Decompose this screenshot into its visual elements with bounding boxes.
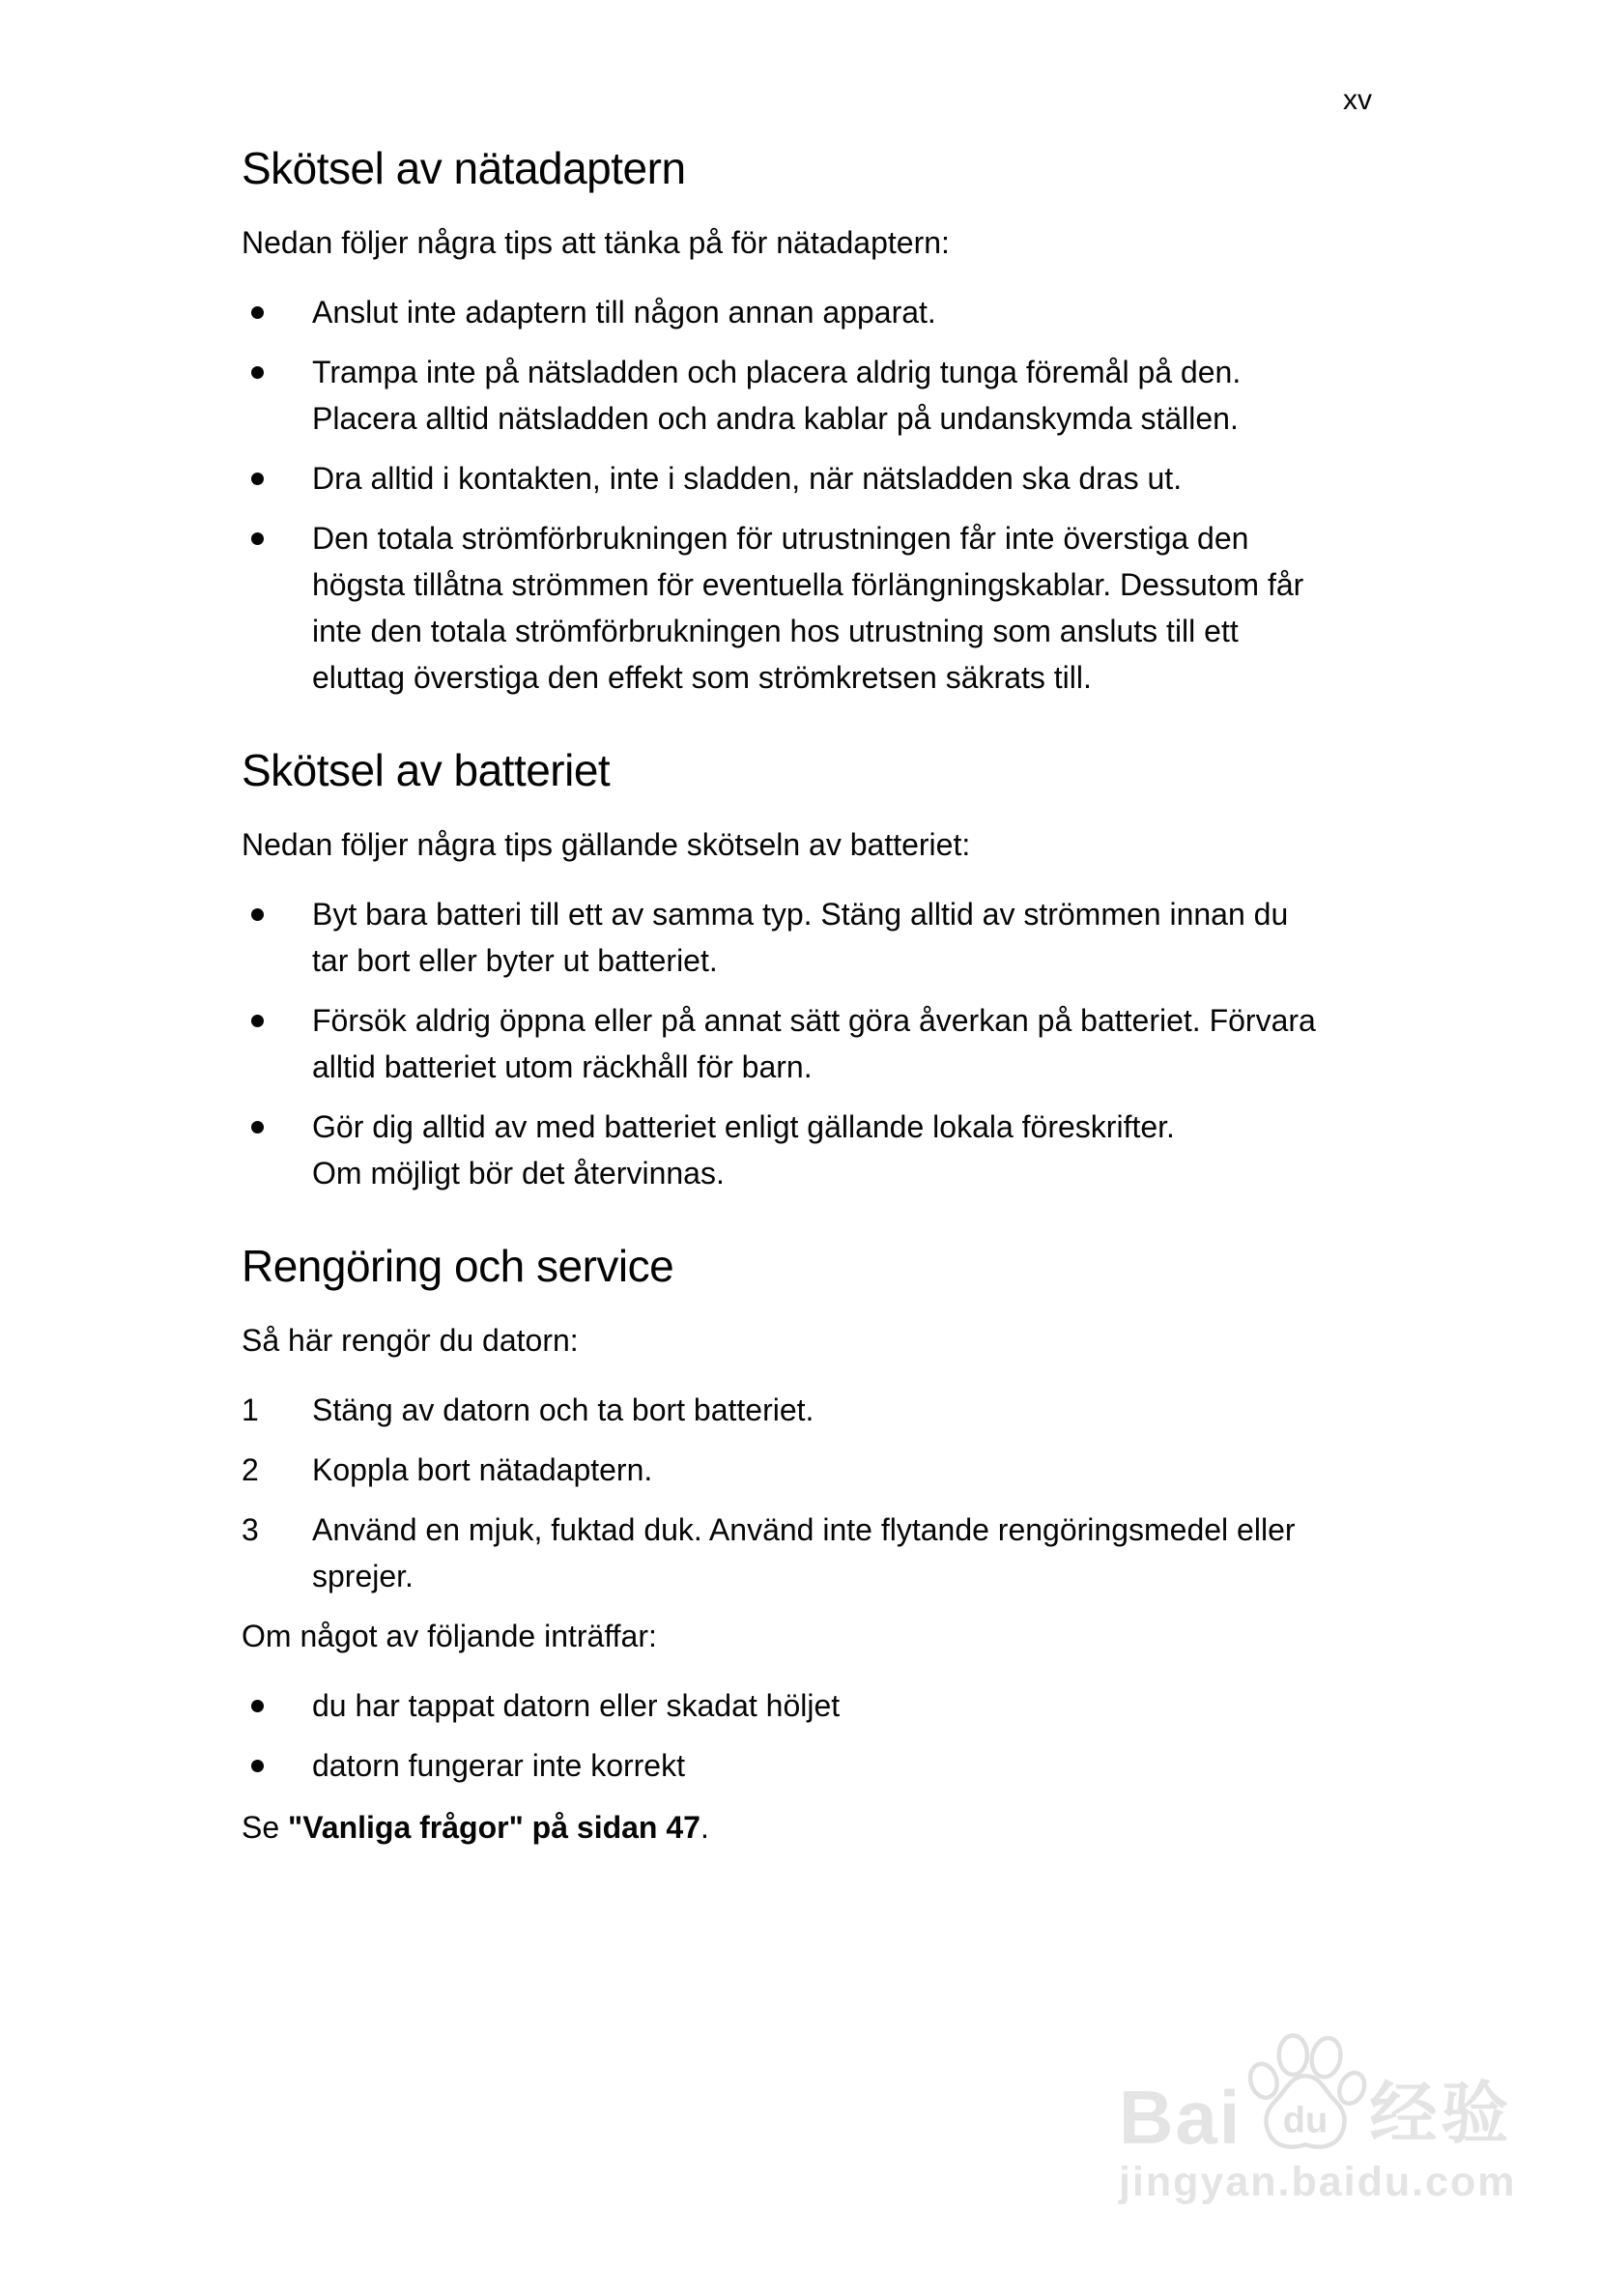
- bullet-dot-icon: [251, 1015, 264, 1027]
- bullet-line: Den totala strömförbrukningen för utrustningen får inte överstiga den: [312, 521, 1249, 556]
- intro-text: Så här rengör du datorn:: [242, 1323, 579, 1358]
- bullet-dot-icon: [251, 1760, 264, 1772]
- bullet-dot-icon: [251, 366, 264, 379]
- bullet-line: eluttag överstiga den effekt som strömkretsen säkrats till.: [312, 660, 1092, 695]
- bullet-item: [242, 515, 1372, 701]
- section-batteri: [242, 745, 1372, 1196]
- numbered-item: [242, 1447, 1372, 1493]
- numbered-item: [242, 1507, 1372, 1599]
- bullet-line: inte den totala strömförbrukningen hos utrustning som ansluts till ett: [312, 614, 1239, 648]
- bullet-line: Placera alltid nätsladden och andra kablar på undanskymda ställen.: [312, 401, 1239, 436]
- followup-text: Om något av följande inträffar:: [242, 1619, 657, 1653]
- bullet-marker: [242, 289, 312, 335]
- bullet-marker: [242, 1682, 312, 1729]
- bullet-dot-icon: [251, 1700, 264, 1712]
- bullet-item: [242, 289, 1372, 335]
- page-number: xv: [1343, 84, 1372, 116]
- bullet-list: [242, 891, 1372, 1196]
- baidu-logo-du-text: du: [1283, 2100, 1329, 2141]
- bullet-line: Trampa inte på nätsladden och placera aldrig tunga föremål på den.: [312, 355, 1242, 389]
- numbered-line: sprejer.: [312, 1559, 414, 1593]
- bullet-line: datorn fungerar inte korrekt: [312, 1748, 685, 1783]
- numbered-line: Använd en mjuk, fuktad duk. Använd inte flytande rengöringsmedel eller: [312, 1512, 1296, 1547]
- baidu-logo-text: Bai: [1119, 2075, 1243, 2160]
- item-number: 2: [242, 1452, 259, 1487]
- watermark-logo-row: [1119, 2029, 1525, 2160]
- watermark-url: jingyan.baidu.com: [1119, 2159, 1517, 2205]
- bullet-item: [242, 891, 1372, 984]
- bullet-line: Om möjligt bör det återvinnas.: [312, 1156, 725, 1191]
- bullet-item: [242, 349, 1372, 442]
- see-also-prefix: Se: [242, 1810, 289, 1845]
- numbered-line: Stäng av datorn och ta bort batteriet.: [312, 1392, 814, 1427]
- bullet-dot-icon: [251, 908, 264, 921]
- see-also-reference: "Vanliga frågor" på sidan 47: [288, 1810, 700, 1845]
- bullet-dot-icon: [251, 306, 264, 319]
- bullet-marker: [242, 349, 312, 442]
- bullet-dot-icon: [251, 1121, 264, 1134]
- bullet-marker: [242, 1104, 312, 1196]
- bullet-item: [242, 1742, 1372, 1789]
- bullet-line: Gör dig alltid av med batteriet enligt gällande lokala föreskrifter.: [312, 1109, 1175, 1144]
- see-also-text: [242, 1804, 1372, 1851]
- baidu-paw-icon: [1243, 2029, 1367, 2157]
- see-also-suffix: .: [700, 1810, 709, 1845]
- bullet-item: [242, 1104, 1372, 1196]
- bullet-line: Byt bara batteri till ett av samma typ. Stäng alltid av strömmen innan du: [312, 897, 1289, 932]
- bullet-item: [242, 1682, 1372, 1729]
- bullet-dot-icon: [251, 473, 264, 485]
- bullet-line: tar bort eller byter ut batteriet.: [312, 943, 718, 978]
- section-title: Skötsel av batteriet: [242, 745, 611, 795]
- item-number: 1: [242, 1392, 259, 1427]
- numbered-list: [242, 1387, 1372, 1599]
- bullet-line: Anslut inte adaptern till någon annan apparat.: [312, 295, 936, 330]
- bullet-line: Försök aldrig öppna eller på annat sätt göra åverkan på batteriet. Förvara: [312, 1003, 1316, 1038]
- bullet-list: [242, 289, 1372, 701]
- numbered-item: [242, 1387, 1372, 1433]
- bullet-marker: [242, 1742, 312, 1789]
- bullet-marker: [242, 455, 312, 502]
- bullet-item: [242, 455, 1372, 502]
- intro-text: Nedan följer några tips att tänka på för nätadaptern:: [242, 225, 950, 260]
- section-title: Rengöring och service: [242, 1241, 674, 1291]
- bullet-line: högsta tillåtna strömmen för eventuella förlängningskablar. Dessutom får: [312, 567, 1304, 602]
- baidu-cn-text: 经验: [1369, 2076, 1513, 2151]
- section-rengoring: [242, 1241, 1372, 1851]
- numbered-line: Koppla bort nätadaptern.: [312, 1452, 653, 1487]
- section-natadapter: [242, 143, 1372, 701]
- bullet-marker: [242, 515, 312, 701]
- bullet-marker: [242, 997, 312, 1090]
- bullet-dot-icon: [251, 532, 264, 545]
- watermark: [1119, 2029, 1525, 2206]
- bullet-line: alltid batteriet utom räckhåll för barn.: [312, 1049, 813, 1084]
- bullet-line: Dra alltid i kontakten, inte i sladden, när nätsladden ska dras ut.: [312, 461, 1183, 496]
- section-title: Skötsel av nätadaptern: [242, 143, 686, 193]
- bullet-line: du har tappat datorn eller skadat höljet: [312, 1688, 841, 1723]
- bullet-list: [242, 1682, 1372, 1789]
- intro-text: Nedan följer några tips gällande skötseln av batteriet:: [242, 827, 971, 862]
- bullet-item: [242, 997, 1372, 1090]
- item-number: 3: [242, 1512, 259, 1547]
- bullet-marker: [242, 891, 312, 984]
